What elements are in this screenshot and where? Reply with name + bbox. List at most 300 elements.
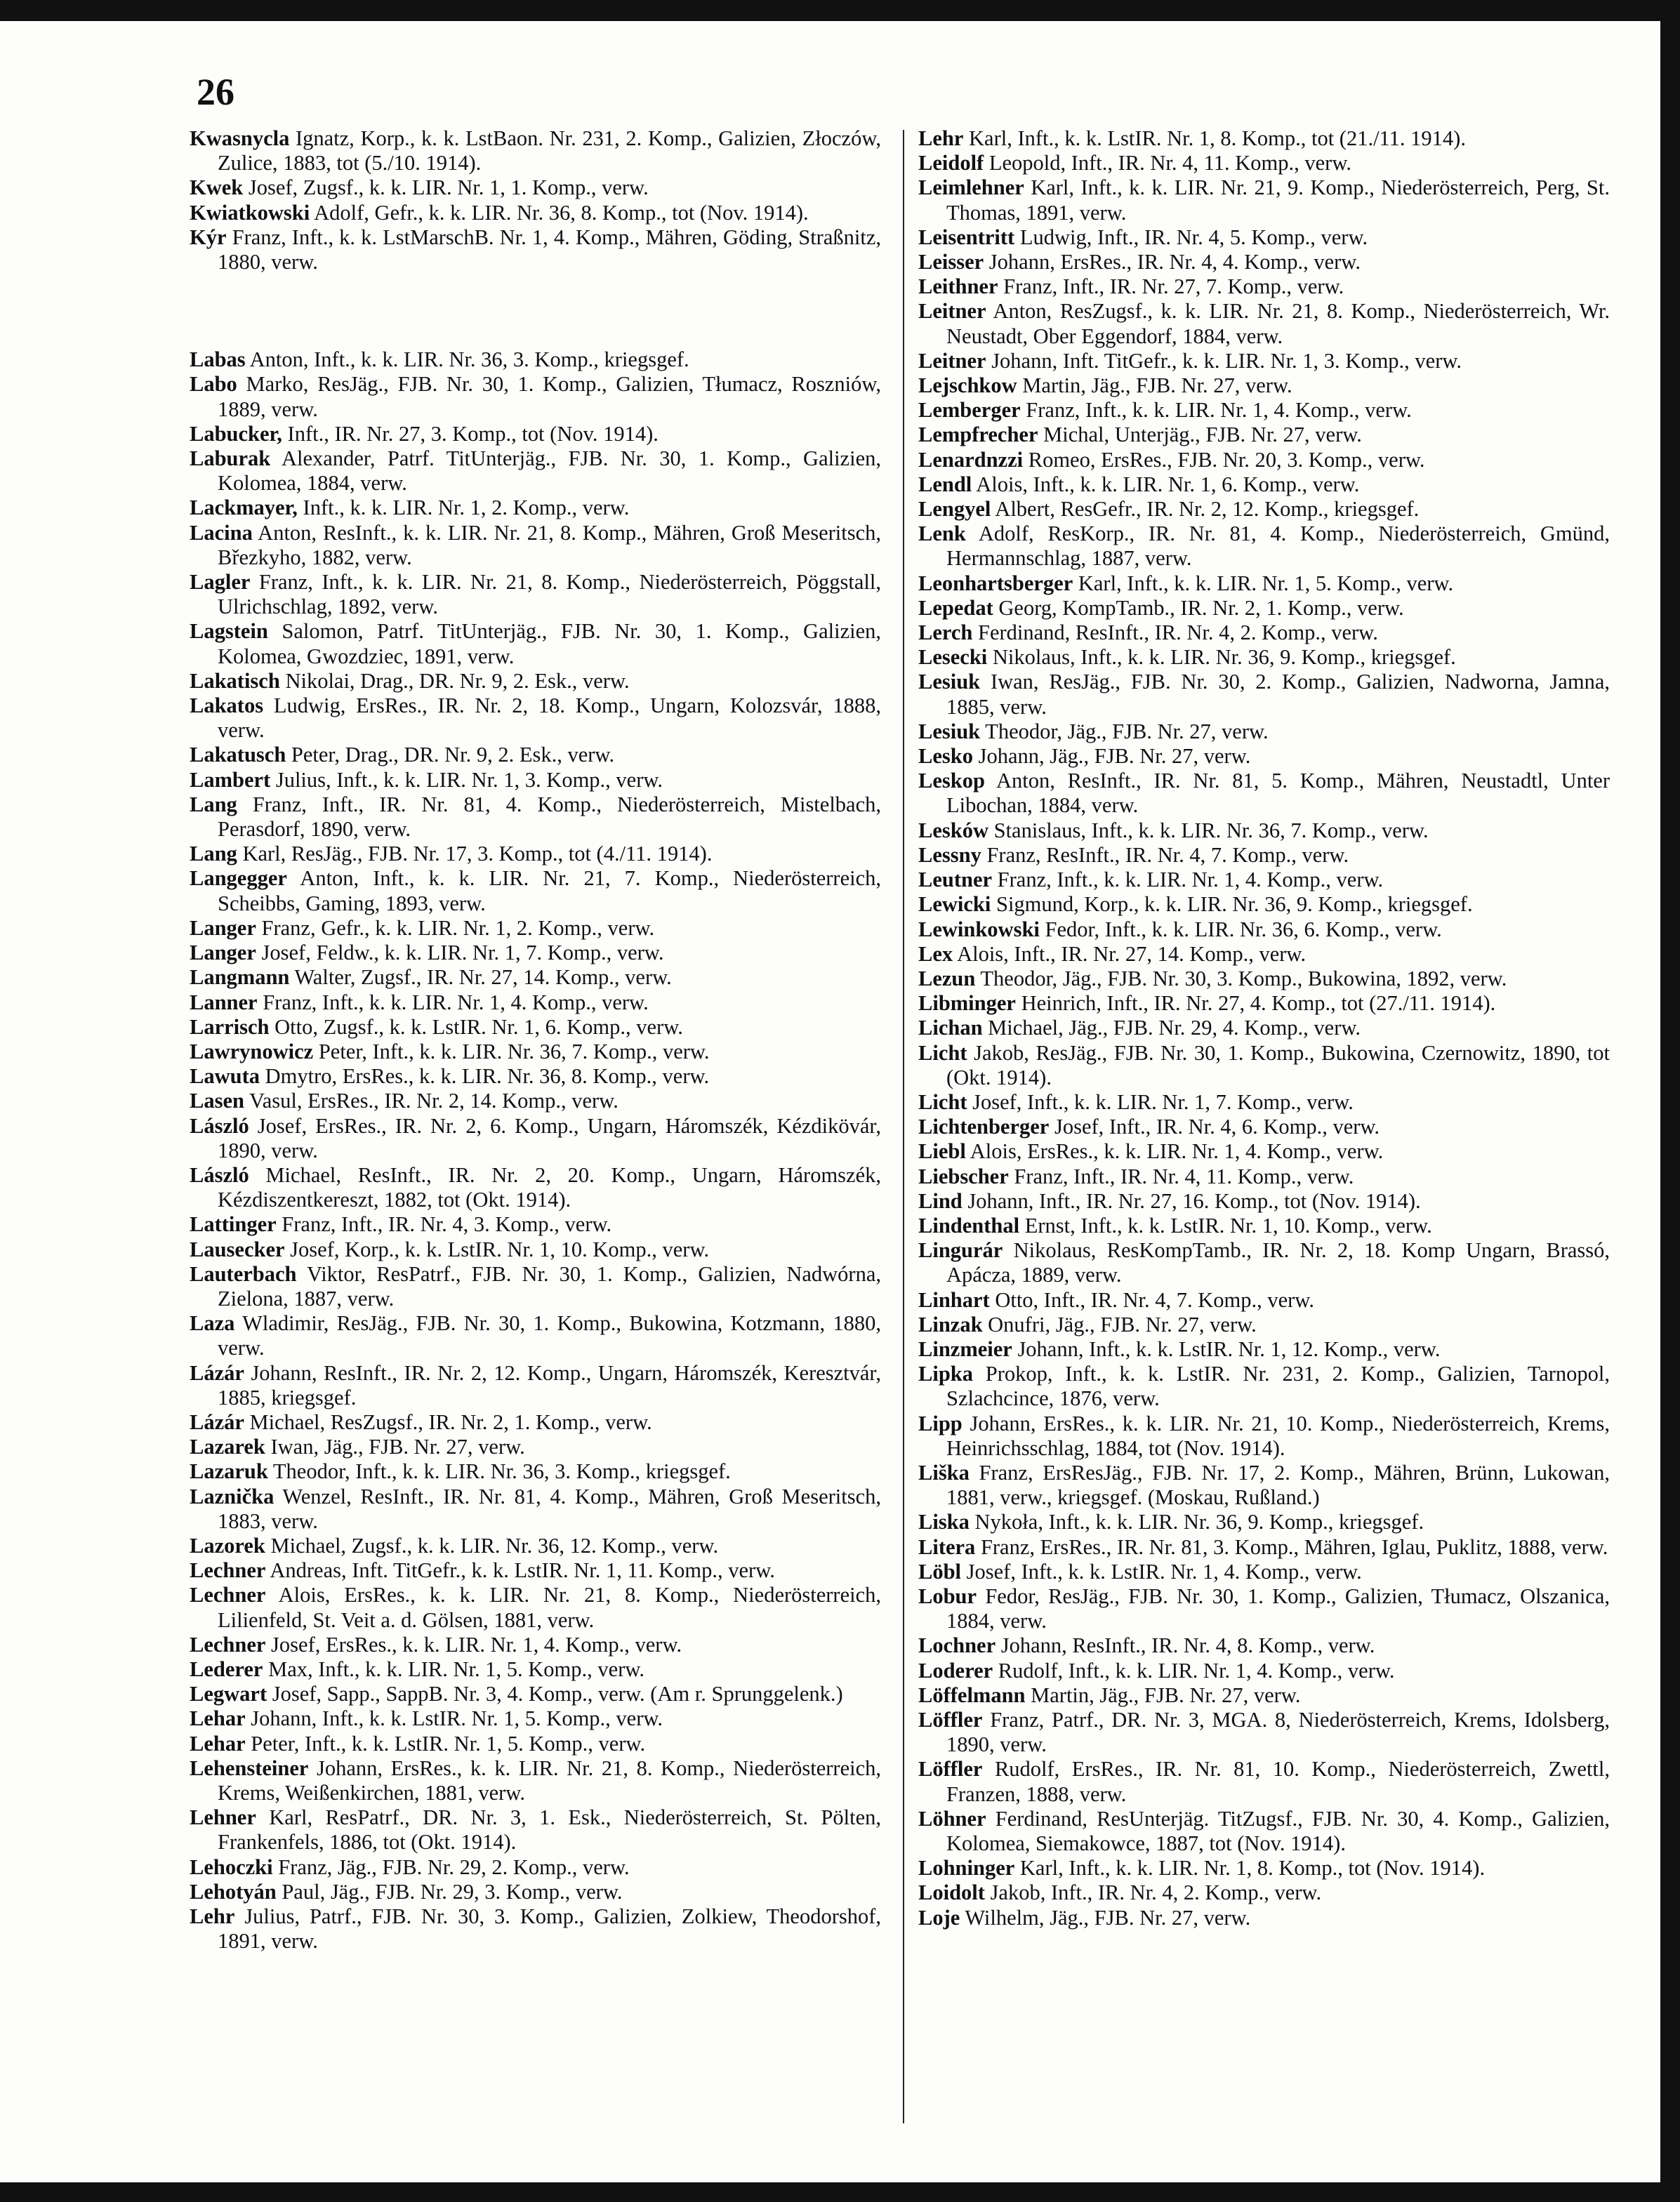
list-entry [918, 1313, 1610, 1337]
entry-surname: Lazarek [190, 1435, 265, 1459]
entry-details: Johann, ResInft., IR. Nr. 4, 8. Komp., verw. [996, 1633, 1375, 1658]
entry-surname: Lenardnzzi [918, 447, 1024, 472]
entry-details: Karl, ResJäg., FJB. Nr. 17, 3. Komp., tot (4./11. 1914). [237, 842, 713, 866]
entry-surname: Löffelmann [918, 1683, 1026, 1707]
entry-details: Jakob, Inft., IR. Nr. 4, 2. Komp., verw. [984, 1881, 1322, 1905]
entry-surname: Lehr [918, 126, 964, 150]
entry-surname: Lobur [918, 1584, 977, 1608]
entry-details: Franz, ResInft., IR. Nr. 4, 7. Komp., verw. [981, 842, 1349, 867]
list-entry [190, 372, 881, 421]
list-entry [190, 570, 881, 619]
entry-details: Josef, Sapp., SappB. Nr. 3, 4. Komp., verw. (Am r. Sprunggelenk.) [267, 1682, 843, 1706]
entry-details: Iwan, Jäg., FJB. Nr. 27, verw. [265, 1435, 525, 1459]
entry-details: Georg, KompTamb., IR. Nr. 2, 1. Komp., verw. [993, 595, 1404, 620]
list-entry [190, 1410, 881, 1435]
entry-details: Franz, Inft., k. k. LstMarschB. Nr. 1, 4. Komp., Mähren, Göding, Straßnitz, 1880, verw. [218, 225, 881, 274]
entry-details: Stanislaus, Inft., k. k. LIR. Nr. 36, 7. Komp., verw. [988, 818, 1429, 842]
entry-surname: Lehar [190, 1706, 246, 1731]
list-entry [918, 917, 1610, 942]
list-entry [918, 1214, 1610, 1238]
entry-details: Albert, ResGefr., IR. Nr. 2, 12. Komp., kriegsgef. [991, 497, 1420, 522]
entry-surname: Langer [190, 915, 256, 940]
entry-details: Julius, Inft., k. k. LIR. Nr. 1, 3. Komp., verw. [270, 767, 663, 792]
entry-details: Karl, Inft., k. k. LstIR. Nr. 1, 8. Komp., tot (21./11. 1914). [963, 126, 1466, 150]
list-entry [918, 1016, 1610, 1040]
entry-surname: Lochner [918, 1633, 996, 1658]
list-entry [918, 1560, 1610, 1584]
list-entry [918, 1115, 1610, 1139]
entry-surname: Lesków [918, 818, 988, 842]
entry-surname: Lind [918, 1188, 963, 1213]
entry-details: Johann, ResInft., IR. Nr. 2, 12. Komp., Ungarn, Háromszék, Keresztvár, 1885, kriegsgef. [218, 1360, 881, 1410]
entry-surname: Lackmayer, [190, 496, 298, 520]
entry-surname: Loje [918, 1905, 960, 1930]
entry-surname: Lázár [190, 1410, 244, 1434]
entry-surname: Laznička [190, 1484, 275, 1508]
entry-surname: Lazaruk [190, 1459, 268, 1484]
entry-surname: Lohninger [918, 1856, 1015, 1881]
list-entry [918, 1090, 1610, 1115]
entry-surname: Lemberger [918, 398, 1021, 423]
list-entry [190, 1706, 881, 1731]
entry-surname: Loidolt [918, 1881, 985, 1905]
entry-surname: Leutner [918, 868, 993, 892]
entry-surname: Lehner [190, 1805, 256, 1830]
list-entry [190, 1682, 881, 1706]
entry-surname: Lang [190, 792, 237, 816]
list-entry [918, 250, 1610, 274]
entry-surname: Lengyel [918, 497, 991, 522]
entry-surname: Lakatusch [190, 743, 286, 767]
entry-details: Heinrich, Inft., IR. Nr. 27, 4. Komp., tot (27./11. 1914). [1015, 991, 1496, 1016]
entry-surname: Lewicki [918, 892, 991, 917]
entry-details: Nikolai, Drag., DR. Nr. 9, 2. Esk., verw. [279, 668, 630, 693]
entry-details: Josef, Zugsf., k. k. LIR. Nr. 1, 1. Komp., verw. [243, 175, 649, 200]
entry-surname: Lakatos [190, 694, 264, 718]
entry-details: Prokop, Inft., k. k. LstIR. Nr. 231, 2. Komp., Galizien, Tarnopol, Szlachcince, 1876, verw. [946, 1362, 1610, 1411]
entry-surname: Lichtenberger [918, 1115, 1050, 1139]
entry-details: Josef, ErsRes., IR. Nr. 2, 6. Komp., Ungarn, Háromszék, Kézdikövár, 1890, verw. [218, 1113, 881, 1162]
entry-details: Johann, Jäg., FJB. Nr. 27, verw. [972, 744, 1251, 769]
entry-details: Peter, Inft., k. k. LstIR. Nr. 1, 5. Komp., verw. [245, 1731, 646, 1756]
list-entry [190, 694, 881, 743]
list-entry [190, 201, 881, 225]
entry-details: Karl, Inft., k. k. LIR. Nr. 21, 9. Komp., Niederösterreich, Perg, St. Thomas, 1891, verw. [946, 175, 1610, 225]
entry-details: Franz, Inft., IR. Nr. 4, 11. Komp., verw. [1008, 1164, 1354, 1188]
entry-surname: Lendl [918, 472, 972, 496]
list-entry [190, 1855, 881, 1880]
entry-details: Paul, Jäg., FJB. Nr. 29, 3. Komp., verw. [276, 1879, 623, 1904]
list-entry [190, 1558, 881, 1583]
entry-surname: Leisentritt [918, 225, 1015, 249]
entry-details: Anton, Inft., k. k. LIR. Nr. 21, 7. Komp., Niederösterreich, Scheibbs, Gaming, 1893, verw. [218, 866, 881, 915]
list-entry [190, 446, 881, 496]
list-entry [918, 522, 1610, 571]
entry-details: Franz, Inft., k. k. LIR. Nr. 21, 8. Komp., Niederösterreich, Pöggstall, Ulrichschlag, 1892, verw. [218, 570, 881, 619]
entry-details: Franz, Inft., k. k. LIR. Nr. 1, 4. Komp., verw. [1020, 398, 1412, 423]
entry-details: Josef, Inft., k. k. LIR. Nr. 1, 7. Komp., verw. [967, 1089, 1354, 1114]
list-entry [190, 669, 881, 694]
entry-details: Franz, Inft., IR. Nr. 81, 4. Komp., Niederösterreich, Mistelbach, Perasdorf, 1890, verw. [218, 792, 881, 842]
entry-surname: Lex [918, 941, 953, 966]
entry-details: Josef, Korp., k. k. LstIR. Nr. 1, 10. Komp., verw. [284, 1237, 710, 1261]
entry-details: Franz, Inft., k. k. LIR. Nr. 1, 4. Komp., verw. [257, 990, 649, 1014]
list-entry [190, 965, 881, 990]
list-entry [190, 1756, 881, 1805]
entry-details: Max, Inft., k. k. LIR. Nr. 1, 5. Komp., verw. [263, 1657, 645, 1681]
list-entry [918, 645, 1610, 670]
entry-details: Michael, Zugsf., k. k. LIR. Nr. 36, 12. Komp., verw. [265, 1533, 719, 1558]
entry-details: Theodor, Inft., k. k. LIR. Nr. 36, 3. Komp., kriegsgef. [267, 1459, 731, 1484]
entry-surname: Labucker, [190, 421, 282, 446]
entry-surname: Lawrynowicz [190, 1039, 314, 1063]
entry-surname: Larrisch [190, 1014, 270, 1039]
list-entry [190, 792, 881, 842]
entry-surname: Lenk [918, 522, 966, 546]
entry-surname: Löbl [918, 1559, 962, 1584]
list-entry [918, 1659, 1610, 1683]
entry-surname: Lezun [918, 966, 976, 990]
entry-details: Johann, ErsRes., k. k. LIR. Nr. 21, 8. Komp., Niederösterreich, Krems, Weißenkirchen, 1881, verw. [218, 1756, 881, 1805]
list-entry [918, 448, 1610, 472]
list-entry [918, 1683, 1610, 1708]
list-entry [918, 744, 1610, 769]
scan-border-right [1660, 0, 1680, 2202]
entry-surname: Loderer [918, 1658, 993, 1683]
entry-details: Anton, ResZugsf., k. k. LIR. Nr. 21, 8. Komp., Niederösterreich, Wr. Neustadt, Ober Eggendorf, 1884, verw. [946, 299, 1610, 348]
list-entry [190, 1633, 881, 1657]
entry-surname: Laza [190, 1311, 235, 1336]
entry-details: Wilhelm, Jäg., FJB. Nr. 27, verw. [960, 1905, 1251, 1930]
entry-details: Michael, ResZugsf., IR. Nr. 2, 1. Komp., verw. [244, 1410, 652, 1434]
entry-surname: Lazorek [190, 1533, 265, 1558]
list-entry [918, 769, 1610, 818]
entry-surname: Linhart [918, 1287, 990, 1312]
entry-surname: Lessny [918, 842, 981, 867]
entry-details: Alexander, Patrf. TitUnterjäg., FJB. Nr. 30, 1. Komp., Galizien, Kolomea, 1884, verw. [218, 446, 881, 496]
entry-details: Theodor, Jäg., FJB. Nr. 30, 3. Komp., Bukowina, 1892, verw. [975, 966, 1507, 990]
entry-details: Alois, Inft., k. k. LIR. Nr. 1, 6. Komp., verw. [972, 472, 1360, 496]
entry-details: Viktor, ResPatrf., FJB. Nr. 30, 1. Komp., Galizien, Nadwórna, Zielona, 1887, verw. [218, 1261, 881, 1311]
entry-surname: Liebscher [918, 1164, 1009, 1188]
list-entry [918, 1189, 1610, 1214]
entry-details: Josef, Inft., IR. Nr. 4, 6. Komp., verw. [1049, 1115, 1380, 1139]
entry-surname: Lichan [918, 1016, 983, 1040]
entry-details: Ferdinand, ResUnterjäg. TitZugsf., FJB. Nr. 30, 4. Komp., Galizien, Kolomea, Siemakowce, 1887, tot (Nov. 1914). [946, 1806, 1610, 1856]
entry-surname: Lipp [918, 1411, 963, 1435]
entry-details: Julius, Patrf., FJB. Nr. 30, 3. Komp., Galizien, Zolkiew, Theodorshof, 1891, verw. [218, 1904, 881, 1954]
entry-details: Johann, ErsRes., k. k. LIR. Nr. 21, 10. Komp., Niederösterreich, Krems, Heinrichsschlag, 1884, tot (Nov. 1914). [946, 1411, 1610, 1460]
scan-border-top [0, 0, 1680, 21]
list-entry [918, 175, 1610, 225]
entry-surname: Lambert [190, 767, 271, 792]
list-entry [918, 719, 1610, 744]
entry-surname: Linzmeier [918, 1337, 1012, 1361]
entry-details: Karl, Inft., k. k. LIR. Nr. 1, 8. Komp., tot (Nov. 1914). [1014, 1856, 1486, 1881]
section-gap [190, 274, 881, 347]
list-entry [190, 1361, 881, 1410]
entry-surname: Leonhartsberger [918, 571, 1073, 595]
list-entry [190, 1114, 881, 1163]
entry-surname: Liebl [918, 1139, 966, 1164]
entry-details: Johann, ErsRes., IR. Nr. 4, 4. Komp., verw. [984, 250, 1361, 274]
entry-surname: Licht [918, 1089, 967, 1114]
list-entry [918, 1535, 1610, 1560]
entry-details: Johann, Inft., k. k. LstIR. Nr. 1, 12. Komp., verw. [1012, 1337, 1441, 1361]
entry-details: Ignatz, Korp., k. k. LstBaon. Nr. 231, 2. Komp., Galizien, Złoczów, Zulice, 1883, tot (5./10. 1914). [218, 126, 881, 175]
entry-details: Walter, Zugsf., IR. Nr. 27, 14. Komp., verw. [289, 965, 672, 990]
list-entry [190, 422, 881, 446]
entry-surname: Lang [190, 842, 237, 866]
list-entry [918, 868, 1610, 892]
list-entry [918, 1165, 1610, 1189]
list-entry [190, 126, 881, 175]
entry-surname: Lempfrecher [918, 423, 1038, 447]
list-entry [190, 175, 881, 200]
entry-surname: Labo [190, 372, 237, 397]
entry-details: Johann, Inft., k. k. LstIR. Nr. 1, 5. Komp., verw. [245, 1706, 663, 1731]
entry-details: Wladimir, ResJäg., FJB. Nr. 30, 1. Komp., Bukowina, Kotzmann, 1880, verw. [218, 1311, 881, 1360]
list-entry [918, 670, 1610, 719]
list-entry [190, 347, 881, 372]
entry-details: Ludwig, ErsRes., IR. Nr. 2, 18. Komp., Ungarn, Kolozsvár, 1888, verw. [218, 694, 881, 743]
entry-details: Anton, ResInft., IR. Nr. 81, 5. Komp., Mähren, Neustadtl, Unter Libochan, 1884, verw. [946, 769, 1610, 818]
list-entry [190, 1064, 881, 1089]
entry-details: Leopold, Inft., IR. Nr. 4, 11. Komp., verw. [984, 151, 1351, 175]
page-number: 26 [197, 71, 234, 113]
entry-details: Michal, Unterjäg., FJB. Nr. 27, verw. [1038, 423, 1362, 447]
entry-details: Johann, Inft. TitGefr., k. k. LIR. Nr. 1, 3. Komp., verw. [986, 348, 1462, 373]
left-column [190, 126, 881, 1954]
list-entry [190, 1459, 881, 1484]
entry-details: Franz, Gefr., k. k. LIR. Nr. 1, 2. Komp., verw. [256, 915, 655, 940]
entry-details: Adolf, ResKorp., IR. Nr. 81, 4. Komp., Niederösterreich, Gmünd, Hermannschlag, 1887, verw. [946, 522, 1610, 571]
entry-details: Franz, ErsRes., IR. Nr. 81, 3. Komp., Mähren, Iglau, Puklitz, 1888, verw. [975, 1534, 1608, 1559]
entry-details: Ludwig, Inft., IR. Nr. 4, 5. Komp., verw. [1014, 225, 1368, 249]
entry-surname: Leitner [918, 299, 986, 324]
entry-details: Nikolaus, Inft., k. k. LIR. Nr. 36, 9. Komp., kriegsgef. [987, 645, 1456, 670]
entry-details: Peter, Drag., DR. Nr. 9, 2. Esk., verw. [286, 743, 615, 767]
entry-details: Iwan, ResJäg., FJB. Nr. 30, 2. Komp., Galizien, Nadworna, Jamna, 1885, verw. [946, 670, 1610, 719]
list-entry [190, 1904, 881, 1954]
entry-surname: Lejschkow [918, 373, 1017, 398]
list-entry [190, 1732, 881, 1756]
entry-surname: Leimlehner [918, 175, 1024, 200]
entry-surname: Lázár [190, 1360, 244, 1385]
list-entry [918, 1362, 1610, 1411]
entry-surname: Lechner [190, 1558, 266, 1583]
entry-surname: Lehotyán [190, 1879, 277, 1904]
entry-surname: Kwasnycla [190, 126, 290, 150]
entry-surname: Lehoczki [190, 1855, 273, 1879]
list-entry [190, 1015, 881, 1040]
entry-surname: Lesiuk [918, 719, 981, 743]
list-entry [918, 1337, 1610, 1362]
entry-details: Vasul, ErsRes., IR. Nr. 2, 14. Komp., verw. [244, 1089, 619, 1113]
list-entry [190, 1089, 881, 1113]
list-entry [918, 1288, 1610, 1313]
entry-surname: Löffler [918, 1757, 983, 1782]
entry-surname: Lehensteiner [190, 1756, 309, 1780]
list-entry [918, 126, 1610, 151]
list-entry [190, 1880, 881, 1904]
list-entry [918, 571, 1610, 596]
entry-surname: Langmann [190, 965, 290, 990]
entry-surname: Lepedat [918, 595, 993, 620]
entry-surname: Lederer [190, 1657, 263, 1681]
entry-surname: Lesko [918, 744, 973, 769]
list-entry [918, 1633, 1610, 1658]
list-entry [190, 1163, 881, 1212]
scan-border-bottom [0, 2182, 1680, 2202]
entry-details: Rudolf, Inft., k. k. LIR. Nr. 1, 4. Komp., verw. [993, 1658, 1395, 1683]
entry-surname: Lanner [190, 990, 258, 1014]
entry-details: Franz, Jäg., FJB. Nr. 29, 2. Komp., verw. [272, 1855, 630, 1879]
entry-details: Otto, Zugsf., k. k. LstIR. Nr. 1, 6. Komp., verw. [269, 1014, 683, 1039]
column-divider [903, 130, 904, 2123]
entry-details: Martin, Jäg., FJB. Nr. 27, verw. [1017, 373, 1292, 398]
list-entry [190, 990, 881, 1015]
entry-details: Alois, ErsRes., k. k. LIR. Nr. 21, 8. Komp., Niederösterreich, Lilienfeld, St. Veit a. d. Gölsen, 1881, verw. [218, 1583, 881, 1632]
entry-surname: Lagler [190, 570, 251, 595]
list-entry [190, 1040, 881, 1064]
list-entry [918, 818, 1610, 843]
list-entry [918, 1856, 1610, 1881]
list-entry [918, 843, 1610, 868]
list-entry [190, 496, 881, 520]
list-entry [918, 299, 1610, 348]
list-entry [190, 1805, 881, 1855]
entry-details: Rudolf, ErsRes., IR. Nr. 81, 10. Komp., Niederösterreich, Zwettl, Franzen, 1888, verw. [946, 1757, 1610, 1806]
entry-surname: Kwek [190, 175, 244, 200]
entry-details: Salomon, Patrf. TitUnterjäg., FJB. Nr. 30, 1. Komp., Galizien, Kolomea, Gwozdziec, 1891, verw. [218, 619, 881, 668]
entry-surname: Kwiatkowski [190, 200, 310, 225]
entry-surname: László [190, 1113, 249, 1138]
entry-surname: Labas [190, 347, 246, 372]
entry-surname: Lacina [190, 520, 253, 545]
entry-surname: Leisser [918, 250, 984, 274]
entry-details: Nikolaus, ResKompTamb., IR. Nr. 2, 18. Komp Ungarn, Brassó, Apácza, 1889, verw. [946, 1238, 1610, 1287]
entry-surname: Litera [918, 1534, 976, 1559]
list-entry [918, 274, 1610, 299]
entry-surname: Leidolf [918, 151, 984, 175]
list-entry [918, 1461, 1610, 1510]
list-entry [918, 1139, 1610, 1164]
entry-details: Sigmund, Korp., k. k. LIR. Nr. 36, 9. Komp., kriegsgef. [991, 892, 1473, 917]
entry-details: Romeo, ErsRes., FJB. Nr. 20, 3. Komp., verw. [1023, 447, 1425, 472]
entry-surname: Linzak [918, 1312, 983, 1337]
entry-surname: Löffler [918, 1708, 983, 1732]
list-entry [190, 619, 881, 668]
list-entry [190, 941, 881, 965]
entry-surname: Lesiuk [918, 670, 981, 694]
entry-details: Franz, Inft., IR. Nr. 27, 7. Komp., verw. [998, 274, 1344, 299]
list-entry [918, 398, 1610, 423]
entry-surname: Leitner [918, 348, 986, 373]
list-entry [190, 1238, 881, 1262]
list-entry [918, 967, 1610, 991]
list-entry [918, 942, 1610, 967]
entry-details: Johann, Inft., IR. Nr. 27, 16. Komp., tot (Nov. 1914). [962, 1188, 1421, 1213]
entry-surname: Lattinger [190, 1212, 277, 1237]
list-entry [918, 1757, 1610, 1806]
entry-surname: Leskop [918, 769, 985, 793]
entry-details: Adolf, Gefr., k. k. LIR. Nr. 36, 8. Komp., tot (Nov. 1914). [310, 200, 809, 225]
entry-details: Alois, Inft., IR. Nr. 27, 14. Komp., verw. [953, 941, 1307, 966]
entry-surname: Lesecki [918, 645, 988, 670]
entry-surname: Lauterbach [190, 1261, 297, 1286]
entry-details: Martin, Jäg., FJB. Nr. 27, verw. [1025, 1683, 1301, 1707]
list-entry [190, 1657, 881, 1682]
entry-surname: Legwart [190, 1682, 267, 1706]
entry-surname: Lehar [190, 1731, 246, 1756]
list-entry [918, 1807, 1610, 1856]
entry-surname: Lechner [190, 1632, 266, 1657]
list-entry [918, 1584, 1610, 1633]
list-entry [190, 768, 881, 792]
entry-details: Anton, Inft., k. k. LIR. Nr. 36, 3. Komp., kriegsgef. [245, 347, 689, 372]
entry-surname: Lerch [918, 621, 973, 645]
list-entry [190, 1485, 881, 1534]
entry-surname: Liska [918, 1510, 970, 1534]
entry-details: Dmytro, ErsRes., k. k. LIR. Nr. 36, 8. Komp., verw. [260, 1064, 710, 1089]
entry-surname: Leithner [918, 274, 998, 299]
entry-details: Fedor, Inft., k. k. LIR. Nr. 36, 6. Komp., verw. [1039, 917, 1442, 941]
entry-details: Michael, ResInft., IR. Nr. 2, 20. Komp., Ungarn, Háromszék, Kézdiszentkereszt, 1882, tot (Okt. 1914). [218, 1162, 881, 1212]
entry-details: Michael, Jäg., FJB. Nr. 29, 4. Komp., verw. [982, 1016, 1361, 1040]
entry-surname: Langegger [190, 866, 287, 891]
entry-details: Ernst, Inft., k. k. LstIR. Nr. 1, 10. Komp., verw. [1019, 1213, 1432, 1238]
list-entry [918, 1041, 1610, 1090]
entry-details: Josef, ErsRes., k. k. LIR. Nr. 1, 4. Komp., verw. [265, 1632, 682, 1657]
list-entry [190, 1311, 881, 1360]
list-entry [918, 1881, 1610, 1905]
list-entry [190, 1262, 881, 1311]
entry-surname: Lechner [190, 1583, 266, 1607]
entry-surname: Licht [918, 1040, 967, 1065]
entry-details: Franz, Inft., k. k. LIR. Nr. 1, 4. Komp., verw. [992, 868, 1384, 892]
entry-surname: Lakatisch [190, 668, 280, 693]
list-entry [190, 1212, 881, 1237]
entry-surname: Lingurár [918, 1238, 1003, 1263]
entry-surname: Lipka [918, 1362, 973, 1386]
entry-details: Franz, Inft., IR. Nr. 4, 3. Komp., verw. [276, 1212, 612, 1237]
right-column [918, 126, 1610, 1930]
entry-surname: Lehr [190, 1904, 235, 1929]
entry-details: Inft., k. k. LIR. Nr. 1, 2. Komp., verw. [297, 496, 630, 520]
entry-details: Nykoła, Inft., k. k. LIR. Nr. 36, 9. Komp., kriegsgef. [969, 1510, 1424, 1534]
entry-details: Jakob, ResJäg., FJB. Nr. 30, 1. Komp., Bukowina, Czernowitz, 1890, tot (Okt. 1914). [946, 1040, 1610, 1089]
entry-surname: Lindenthal [918, 1213, 1020, 1238]
entry-surname: Lasen [190, 1089, 244, 1113]
list-entry [918, 472, 1610, 497]
list-entry [918, 1412, 1610, 1461]
list-entry [190, 521, 881, 570]
list-entry [190, 916, 881, 941]
list-entry [190, 866, 881, 915]
list-entry [190, 743, 881, 767]
list-entry [918, 1906, 1610, 1930]
entry-surname: Lausecker [190, 1237, 285, 1261]
list-entry [918, 423, 1610, 447]
entry-surname: Laburak [190, 446, 271, 471]
entry-details: Theodor, Jäg., FJB. Nr. 27, verw. [980, 719, 1269, 743]
list-entry [918, 1510, 1610, 1534]
entry-details: Franz, ErsResJäg., FJB. Nr. 17, 2. Komp., Mähren, Brünn, Lukowan, 1881, verw., kriegsgef. (Moskau, Rußland.) [946, 1460, 1610, 1510]
entry-surname: László [190, 1162, 249, 1187]
entry-surname: Lewinkowski [918, 917, 1040, 941]
entry-details: Otto, Inft., IR. Nr. 4, 7. Komp., verw. [989, 1287, 1314, 1312]
